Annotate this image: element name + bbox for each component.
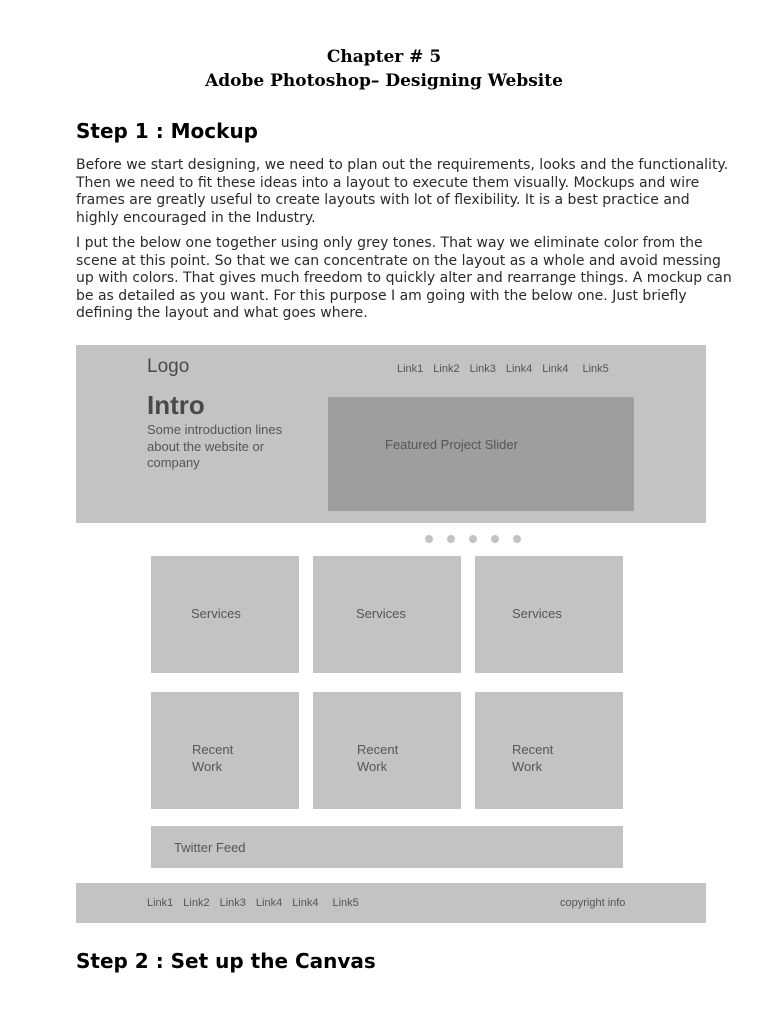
footer-link: Link3 [219,897,246,909]
mockup-slider-dots [425,535,535,543]
mockup-featured-slider [328,397,634,511]
mockup-copyright: copyright info [560,897,626,909]
mockup-recent-work-box [313,692,461,809]
chapter-title: Adobe Photoshop– Designing Website [205,71,563,91]
footer-link: Link4 [292,897,319,909]
website-mockup-image [76,345,706,923]
mockup-recent-work-box [151,692,299,809]
mockup-nav-link: Link3 [469,363,496,375]
services-label: Services [512,606,562,621]
mockup-footer-links [147,897,369,909]
services-label: Services [191,606,241,621]
mockup-slider-label: Featured Project Slider [385,437,518,452]
twitter-feed-label: Twitter Feed [174,840,246,855]
footer-link: Link5 [332,897,359,909]
mockup-nav [397,363,619,375]
mockup-nav-link: Link1 [397,363,424,375]
slider-dot [469,535,477,543]
mockup-intro-text: Some introduction lines about the website or company [147,422,283,470]
mockup-twitter-feed [151,826,623,868]
mockup-header [76,345,706,523]
mockup-services-box [313,556,461,673]
slider-dot [513,535,521,543]
step2-heading: Step 2 : Set up the Canvas [76,949,376,973]
recent-work-label: Recent Work [512,742,554,774]
services-label: Services [356,606,406,621]
recent-work-label: Recent Work [192,742,234,774]
footer-link: Link4 [255,897,283,909]
step1-paragraph-1: Before we start designing, we need to plan out the requirements, looks and the functionality. Then we need to fit these ideas into a layout to execute them visually. Mockups and wire frames are greatly useful to create layouts with lot of flexibility. It is a best practice and highly encouraged in the Industry. [76,157,729,226]
footer-link: Link2 [183,897,210,909]
step1-heading: Step 1 : Mockup [76,119,259,143]
mockup-services-box [475,556,623,673]
mockup-recent-work-box [475,692,623,809]
slider-dot [425,535,433,543]
footer-link: Link1 [147,897,174,909]
slider-dot [447,535,455,543]
mockup-nav-link: Link4 [505,363,533,375]
mockup-nav-link: Link5 [582,363,609,375]
mockup-nav-link: Link2 [433,363,460,375]
mockup-nav-link: Link4 [542,363,569,375]
mockup-footer [76,883,706,923]
mockup-intro-title: Intro [147,390,205,420]
chapter-number: Chapter # 5 [326,47,442,67]
slider-dot [491,535,499,543]
recent-work-label: Recent Work [357,742,399,774]
step1-paragraph-2: I put the below one together using only grey tones. That way we eliminate color from the scene at this point. So that we can concentrate on the layout as a whole and avoid messing up with colors. That gives much freedom to quickly alter and rearrange things. A mockup can be as detailed as you want. For this purpose I am going with the below one. Just briefly defining the layout and what goes where. [76,235,732,321]
mockup-services-box [151,556,299,673]
mockup-logo: Logo [147,356,190,377]
